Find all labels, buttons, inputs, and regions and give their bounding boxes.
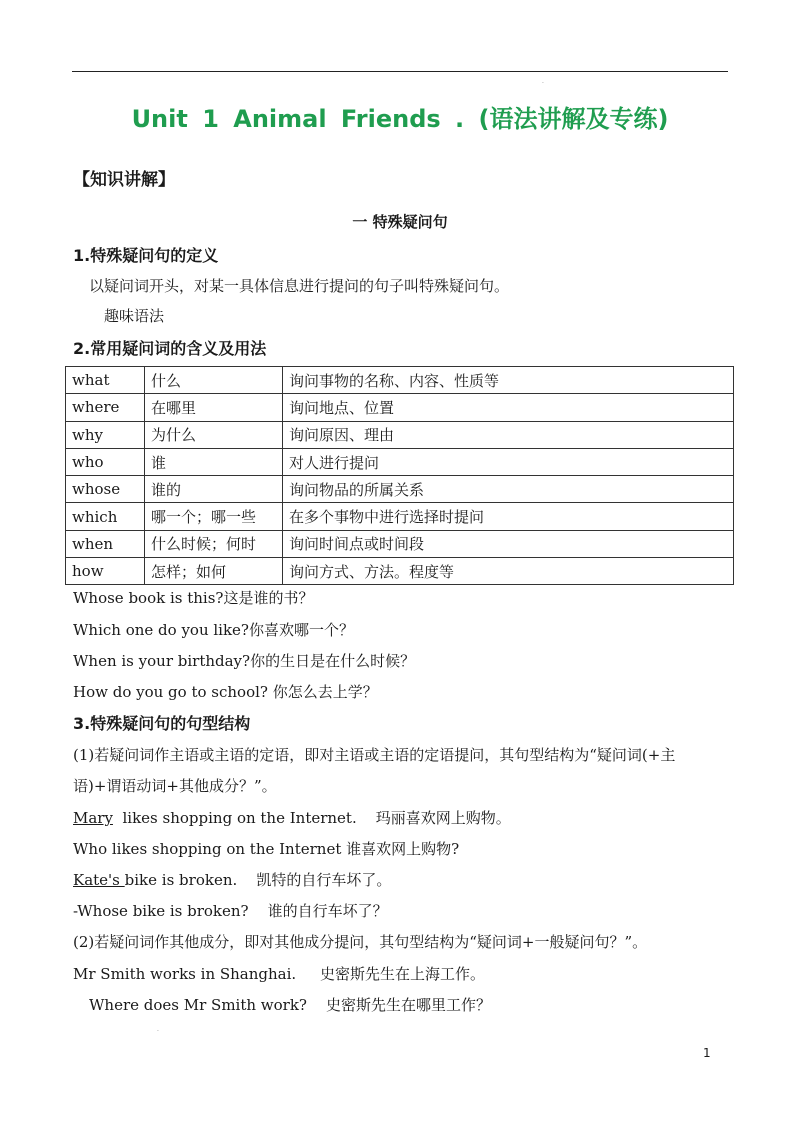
meaning-cell: 谁 [145, 448, 283, 475]
decorative-dot: · [157, 1028, 159, 1035]
example-line: Whose book is this?这是谁的书？ [73, 589, 314, 607]
question-word-cell: who [66, 448, 145, 475]
page-title: Unit 1 Animal Friends . (语法讲解及专练) [131, 105, 669, 133]
example-line: When is your birthday?你的生日是在什么时候？ [73, 652, 416, 670]
meaning-cell: 怎样；如何 [145, 558, 283, 585]
section-title: 一 特殊疑问句 [352, 213, 448, 231]
table-row [66, 421, 734, 448]
example-rest: likes shopping on the Internet. 玛丽喜欢网上购物。 [112, 809, 511, 827]
example-line: How do you go to school? 你怎么去上学？ [73, 683, 378, 701]
meaning-cell: 哪一个；哪一些 [145, 503, 283, 530]
question-word-cell: where [66, 394, 145, 421]
table-row [66, 530, 734, 557]
usage-cell: 对人进行提问 [283, 448, 734, 475]
example-kate [73, 869, 391, 890]
example-mary [73, 807, 511, 828]
page-number: 1 [703, 1046, 711, 1060]
table-row [66, 394, 734, 421]
meaning-cell: 为什么 [145, 421, 283, 448]
underlined-subject: Mary [73, 809, 113, 827]
meaning-cell: 在哪里 [145, 394, 283, 421]
usage-cell: 询问物品的所属关系 [283, 476, 734, 503]
definition-text: 以疑问词开头，对某一具体信息进行提问的句子叫特殊疑问句。 [89, 277, 510, 295]
usage-heading: 2.常用疑问词的含义及用法 [73, 339, 267, 358]
example-line: Which one do you like?你喜欢哪一个？ [73, 621, 354, 639]
table-row [66, 367, 734, 394]
example-whose-bike: -Whose bike is broken? 谁的自行车坏了？ [73, 902, 388, 920]
question-word-cell: what [66, 367, 145, 394]
definition-heading: 1.特殊疑问句的定义 [73, 246, 219, 265]
table-row [66, 558, 734, 585]
table-row [66, 503, 734, 530]
question-word-cell: which [66, 503, 145, 530]
example-where-smith: Where does Mr Smith work? 史密斯先生在哪里工作？ [89, 996, 492, 1014]
usage-cell: 询问时间点或时间段 [283, 530, 734, 557]
usage-cell: 询问事物的名称、内容、性质等 [283, 367, 734, 394]
usage-cell: 询问方式、方法。程度等 [283, 558, 734, 585]
example-rest: bike is broken. 凯特的自行车坏了。 [124, 871, 392, 889]
structure-heading: 3.特殊疑问句的句型结构 [73, 714, 251, 733]
knowledge-heading: 【知识讲解】 [73, 170, 175, 190]
question-word-cell: whose [66, 476, 145, 503]
meaning-cell: 什么 [145, 367, 283, 394]
rule1-line2: 语)+谓语动词+其他成分？”。 [73, 777, 277, 795]
usage-cell: 在多个事物中进行选择时提问 [283, 503, 734, 530]
rule2-text: (2)若疑问词作其他成分，即对其他成分提问，其句型结构为“疑问词+一般疑问句？”。 [73, 933, 648, 951]
usage-cell: 询问地点、位置 [283, 394, 734, 421]
usage-cell: 询问原因、理由 [283, 421, 734, 448]
rule1-line1: (1)若疑问词作主语或主语的定语，即对主语或主语的定语提问，其句型结构为“疑问词(+主 [73, 746, 676, 764]
meaning-cell: 谁的 [145, 476, 283, 503]
example-who: Who likes shopping on the Internet 谁喜欢网上购物? [73, 840, 460, 858]
question-word-cell: how [66, 558, 145, 585]
decorative-dot: · [542, 80, 544, 87]
underlined-attribute: Kate's [73, 871, 125, 889]
fun-grammar-label: 趣味语法 [104, 307, 165, 325]
question-words-table [65, 366, 734, 585]
example-smith: Mr Smith works in Shanghai. 史密斯先生在上海工作。 [73, 965, 486, 983]
question-word-cell: when [66, 530, 145, 557]
table-row [66, 476, 734, 503]
table-row [66, 448, 734, 475]
question-word-cell: why [66, 421, 145, 448]
meaning-cell: 什么时候；何时 [145, 530, 283, 557]
header-rule [72, 71, 728, 72]
